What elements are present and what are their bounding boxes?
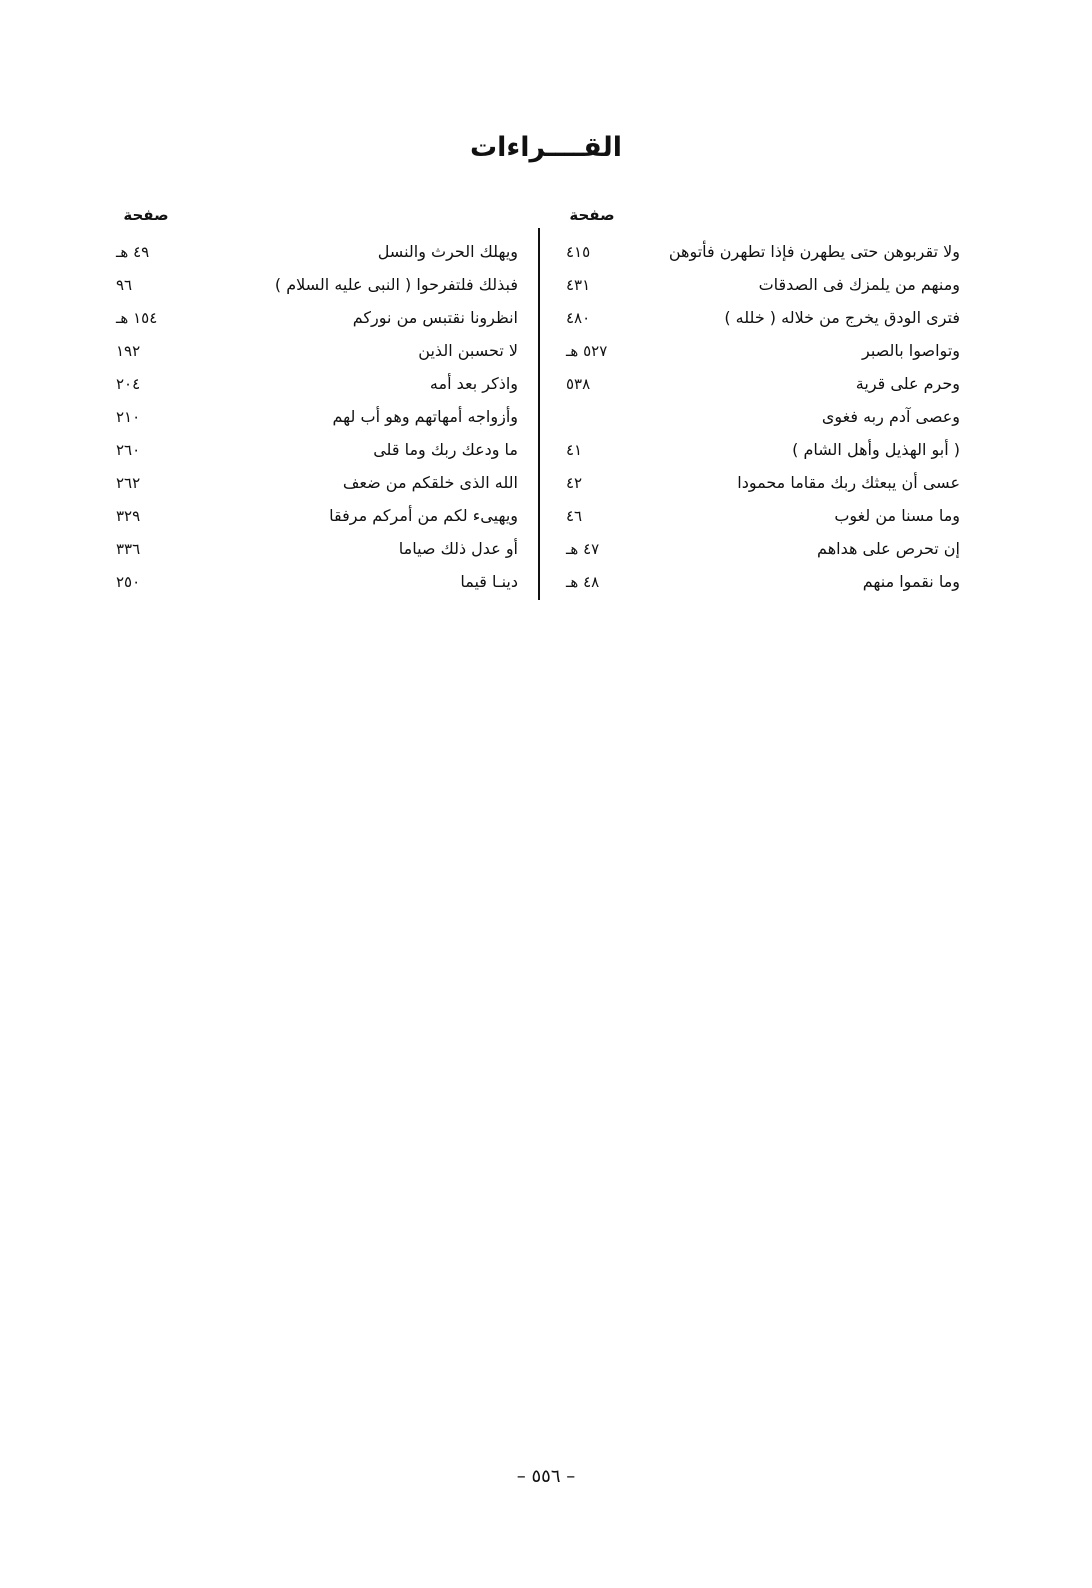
reading-entry (560, 370, 960, 403)
reading-page-ref: ١٩٢ (116, 342, 141, 360)
reading-text: الله الذى خلقكم من ضعف (342, 473, 518, 492)
reading-page-ref: ٢٦٢ (116, 474, 141, 492)
reading-page-ref: ٢٦٠ (116, 441, 141, 459)
reading-text: وما نقموا منهم (862, 572, 960, 591)
reading-entry (110, 271, 518, 304)
reading-page-ref: ٤٣١ (566, 276, 591, 294)
reading-text: فترى الودق يخرج من خلاله ( خلله ) (724, 308, 960, 327)
reading-page-ref: ٤٧ هـ (566, 540, 600, 558)
reading-text: فبذلك فلتفرحوا ( النبى عليه السلام ) (274, 275, 518, 294)
reading-entry (110, 370, 518, 403)
reading-text: وتواصوا بالصبر (861, 341, 960, 360)
reading-entry (560, 337, 960, 370)
reading-entry (560, 238, 960, 271)
reading-text: وأزواجه أمهاتهم وهو أب لهم (332, 407, 518, 426)
reading-page-ref: ٤٩ هـ (116, 243, 150, 261)
reading-entry (110, 403, 518, 436)
reading-entry (560, 535, 960, 568)
reading-text: ومنهم من يلمزك فى الصدقات (758, 275, 960, 294)
reading-page-ref: ٤٨٠ (566, 309, 591, 327)
reading-text: إن تحرص على هداهم (817, 539, 960, 558)
reading-entry (110, 337, 518, 370)
reading-text: ما ودعك ربك وما قلى (373, 440, 518, 459)
reading-text: ويهيىء لكم من أمركم مرفقا (329, 506, 518, 525)
reading-page-ref: ٤٦ (566, 507, 583, 525)
reading-page-ref: ٢٠٤ (116, 375, 141, 393)
page-number: – ٥٥٦ – (516, 1466, 576, 1487)
reading-entry (560, 304, 960, 337)
column-header-left: صفحة (123, 206, 169, 224)
reading-page-ref: ٢١٠ (116, 408, 141, 426)
reading-entry (560, 403, 960, 436)
reading-text: وما مسنا من لغوب (834, 506, 960, 525)
reading-text: واذكر بعد أمه (429, 374, 518, 393)
reading-text: وحرم على قرية (855, 374, 960, 393)
reading-page-ref: ٥٣٨ (566, 375, 591, 393)
reading-entry (110, 304, 518, 337)
reading-text: ولا تقربوهن حتى يطهرن فإذا تطهرن فأتوهن (668, 242, 960, 261)
reading-entry (110, 535, 518, 568)
reading-entry (110, 436, 518, 469)
reading-text: وعصى آدم ربه فغوى (821, 407, 960, 426)
readings-list-left (110, 238, 518, 601)
reading-entry (560, 271, 960, 304)
reading-page-ref: ٩٦ (116, 276, 133, 294)
reading-text: عسى أن يبعثك ربك مقاما محمودا (737, 473, 960, 492)
reading-text: ( أبو الهذيل وأهل الشام ) (792, 440, 960, 459)
reading-text: أو عدل ذلك صياما (398, 539, 518, 558)
reading-entry (560, 568, 960, 601)
reading-text: لا تحسبن الذين (418, 341, 518, 360)
reading-page-ref: ١٥٤ هـ (116, 309, 158, 327)
reading-entry (110, 568, 518, 601)
reading-page-ref: ٤١٥ (566, 243, 591, 261)
reading-page-ref: ٤١ (566, 441, 583, 459)
reading-page-ref: ٢٥٠ (116, 573, 141, 591)
reading-entry (560, 469, 960, 502)
reading-page-ref: ٤٢ (566, 474, 583, 492)
column-header-right: صفحة (569, 206, 615, 224)
column-divider (538, 228, 540, 600)
reading-entry (110, 238, 518, 271)
reading-entry (560, 436, 960, 469)
reading-text: دينـا قيما (460, 572, 518, 591)
reading-text: ويهلك الحرث والنسل (377, 242, 518, 261)
reading-page-ref: ٤٨ هـ (566, 573, 600, 591)
reading-entry (110, 469, 518, 502)
reading-page-ref: ٣٣٦ (116, 540, 141, 558)
reading-entry (110, 502, 518, 535)
page-title: القــــراءات (470, 132, 622, 163)
reading-entry (560, 502, 960, 535)
reading-text: انظرونا نقتبس من نوركم (352, 308, 518, 327)
readings-list-right (560, 238, 960, 601)
reading-page-ref: ٣٢٩ (116, 507, 141, 525)
reading-page-ref: ٥٢٧ هـ (566, 342, 608, 360)
